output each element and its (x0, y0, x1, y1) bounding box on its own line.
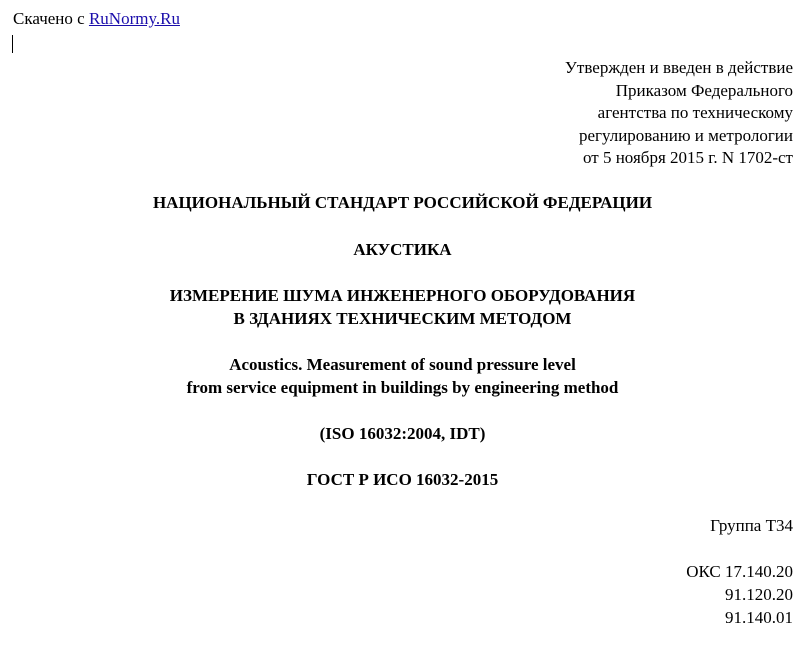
approval-line: агентства по техническому (597, 103, 793, 122)
runormy-link[interactable]: RuNormy.Ru (88, 9, 180, 28)
title-ru (0, 284, 799, 330)
title-ru-line: ИЗМЕРЕНИЕ ШУМА ИНЖЕНЕРНОГО ОБОРУДОВАНИЯ (169, 286, 636, 305)
title-en-line: Acoustics. Measurement of sound pressure level (229, 355, 576, 374)
group-code: Группа Т34 (710, 516, 793, 535)
standard-type-heading: НАЦИОНАЛЬНЫЙ СТАНДАРТ РОССИЙСКОЙ ФЕДЕРАЦИИ (152, 193, 653, 212)
title-en-line: from service equipment in buildings by engineering method (186, 378, 619, 397)
approval-block (565, 57, 793, 170)
approval-line: Утвержден и введен в действие (564, 58, 793, 77)
source-line (13, 9, 180, 29)
title-en (0, 353, 799, 399)
iso-reference: (ISO 16032:2004, IDT) (319, 424, 486, 443)
document-designation: ГОСТ Р ИСО 16032-2015 (306, 470, 499, 489)
approval-line: регулированию и метрологии (578, 125, 793, 145)
oks-codes (686, 560, 793, 629)
oks-line: 91.140.01 (725, 608, 793, 627)
oks-line: 91.120.20 (725, 585, 793, 604)
subject-heading: АКУСТИКА (353, 240, 452, 259)
approval-line: от 5 ноября 2015 г. N 1702-ст (583, 148, 793, 167)
approval-line: Приказом Федерального (615, 80, 793, 100)
oks-line: ОКС 17.140.20 (686, 562, 793, 581)
source-prefix: Скачено с (13, 9, 89, 28)
title-ru-line: В ЗДАНИЯХ ТЕХНИЧЕСКИМ МЕТОДОМ (233, 309, 572, 328)
text-cursor (12, 35, 13, 53)
